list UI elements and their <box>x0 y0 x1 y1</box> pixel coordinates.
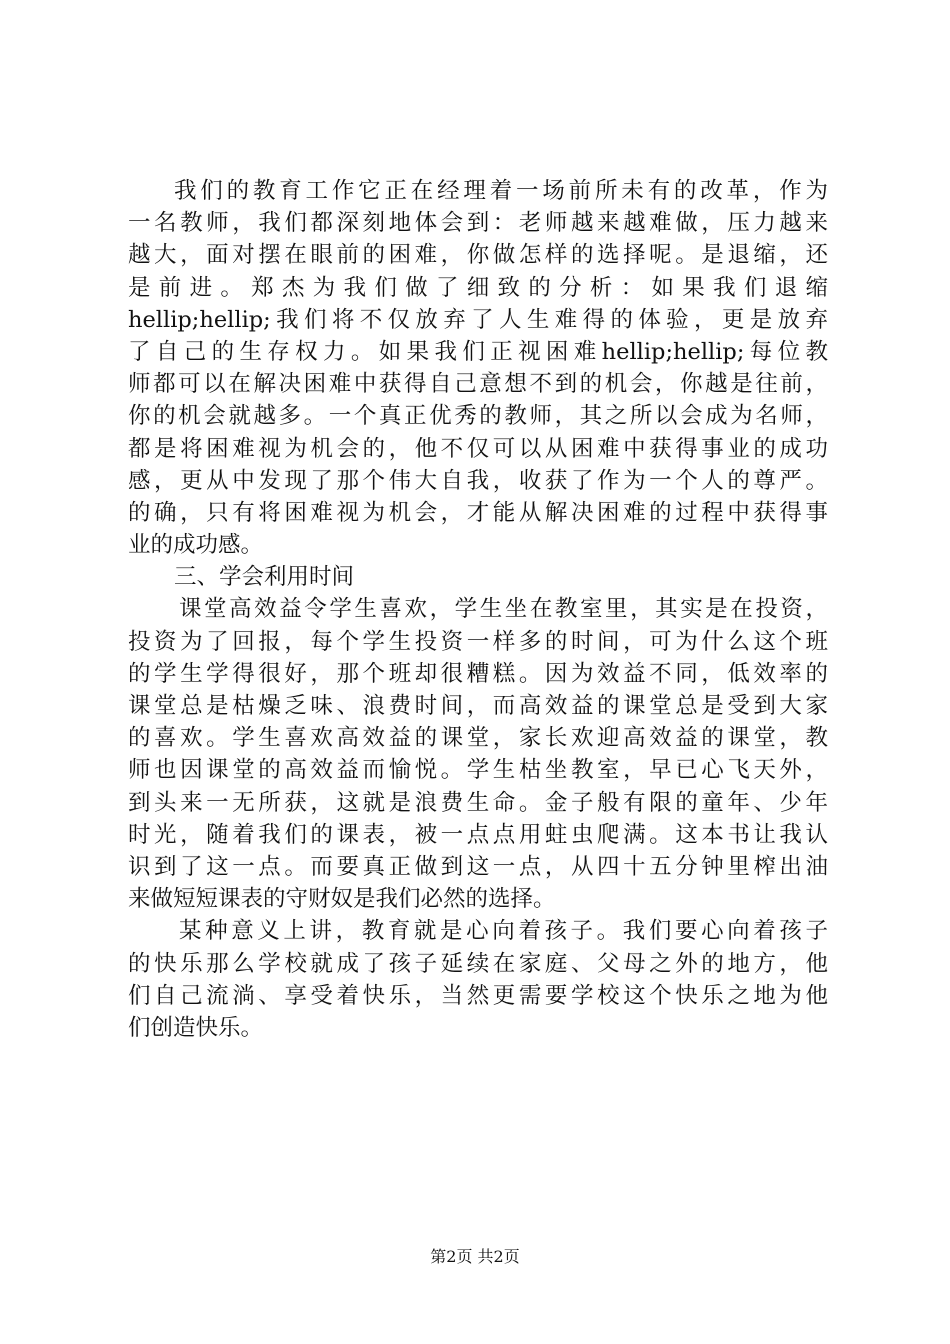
text-line: 的快乐那么学校就成了孩子延续在家庭、父母之外的地方，他 <box>128 950 828 977</box>
text-line: 时光，随着我们的课表，被一点点用蛀虫爬满。这本书让我认 <box>128 821 828 848</box>
text-line: hellip;hellip;我们将不仅放弃了人生难得的体验，更是放弃 <box>128 306 828 333</box>
text-line: 业的成功感。 <box>128 532 264 559</box>
text-line: 是前进。郑杰为我们做了细致的分析：如果我们退缩 <box>128 274 828 301</box>
text-line: 到头来一无所获，这就是浪费生命。金子般有限的童年、少年 <box>128 789 828 816</box>
text-line: 识到了这一点。而要真正做到这一点，从四十五分钟里榨出油 <box>128 853 828 880</box>
text-line: 课堂总是枯燥乏味、浪费时间，而高效益的课堂总是受到大家 <box>128 693 828 719</box>
section-heading: 三、学会利用时间 <box>174 564 355 591</box>
text-line: 的学生学得很好，那个班却很糟糕。因为效益不同，低效率的 <box>128 660 828 687</box>
text-line: 们创造快乐。 <box>128 1014 264 1041</box>
text-line: 师都可以在解决困难中获得自己意想不到的机会，你越是往前， <box>128 371 828 398</box>
text-line: 我们的教育工作它正在经理着一场前所未有的改革，作为 <box>174 178 828 204</box>
text-line: 师也因课堂的高效益而愉悦。学生枯坐教室，早已心飞天外， <box>128 757 828 784</box>
text-line: 课堂高效益令学生喜欢，学生坐在教室里，其实是在投资， <box>179 596 828 623</box>
text-line: 来做短短课表的守财奴是我们必然的选择。 <box>128 886 556 913</box>
text-line: 投资为了回报，每个学生投资一样多的时间，可为什么这个班 <box>128 628 828 655</box>
text-line: 都是将困难视为机会的，他不仅可以从困难中获得事业的成功 <box>128 435 828 462</box>
text-line: 的喜欢。学生喜欢高效益的课堂，家长欢迎高效益的课堂，教 <box>128 725 828 752</box>
text-line: 某种意义上讲，教育就是心向着孩子。我们要心向着孩子 <box>179 918 828 945</box>
text-line: 越大，面对摆在眼前的困难，你做怎样的选择呢。是退缩，还 <box>128 242 828 269</box>
text-line: 的确，只有将困难视为机会，才能从解决困难的过程中获得事 <box>128 499 828 526</box>
document-body <box>128 175 828 1044</box>
text-line: 你的机会就越多。一个真正优秀的教师，其之所以会成为名师， <box>128 403 828 430</box>
page-footer <box>0 1244 950 1267</box>
page-number: 第2页 共2页 <box>430 1247 520 1266</box>
text-line: 了自己的生存权力。如果我们正视困难hellip;hellip;每位教 <box>128 338 828 365</box>
text-line: 们自己流淌、享受着快乐，当然更需要学校这个快乐之地为他 <box>128 982 828 1009</box>
text-line: 感，更从中发现了那个伟大自我，收获了作为一个人的尊严。 <box>128 467 828 494</box>
text-line: 一名教师，我们都深刻地体会到：老师越来越难做，压力越来 <box>128 210 828 237</box>
